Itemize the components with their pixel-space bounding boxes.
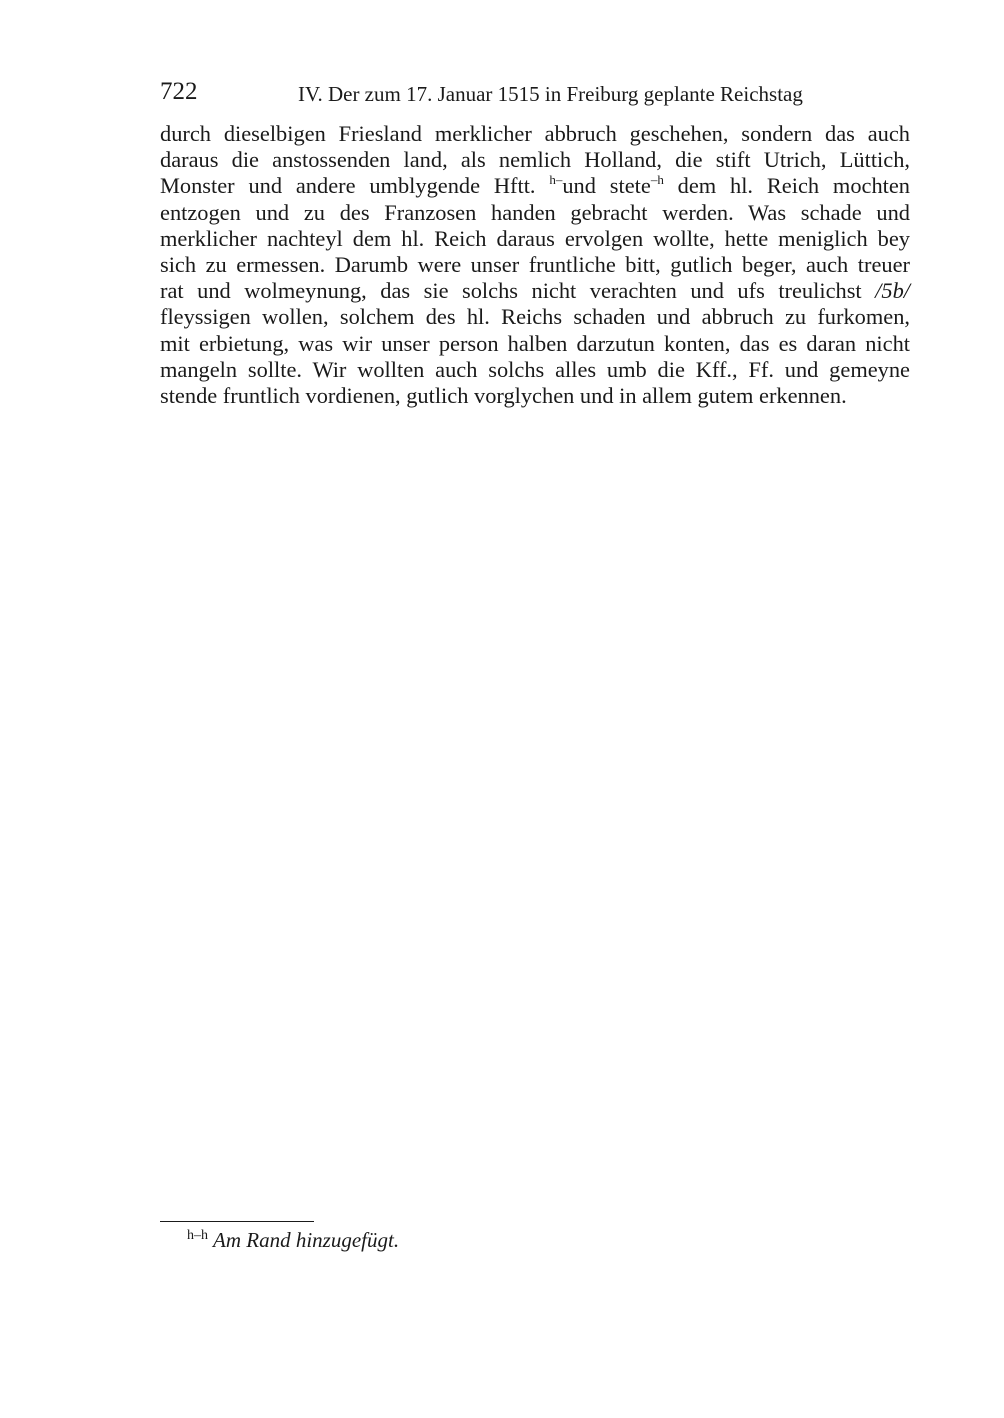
footnote-mark: h–h	[187, 1228, 208, 1243]
text-line: mit erbietung, was wir unser person halben darzutun konten, das es daran nicht	[160, 330, 910, 356]
text-line: stende fruntlich vordienen, gutlich vorglychen und in allem gutem erkennen.	[160, 382, 847, 408]
text-line: merklicher nachteyl dem hl. Reich daraus ervolgen wollte, hette meniglich bey	[160, 225, 910, 251]
text-line: fleyssigen wollen, solchem des hl. Reichs schaden und abbruch zu furkomen,	[160, 304, 910, 330]
footnote	[187, 1228, 399, 1253]
footnote-marker-open: h–	[549, 172, 563, 188]
page-number: 722	[160, 78, 198, 105]
text-line: mangeln sollte. Wir wollten auch solchs alles umb die Kff., Ff. und gemeyne	[160, 356, 910, 382]
text-segment: rat und wolmeynung, das sie solchs nicht verachten und ufs treulichst	[160, 278, 876, 304]
text-segment: dem hl. Reich mochten	[663, 173, 911, 199]
text-line: entzogen und zu des Franzosen handen gebracht werden. Was schade und	[160, 199, 910, 225]
text-line: durch dieselbigen Friesland merklicher abbruch geschehen, sondern das auch	[160, 121, 910, 146]
text-line	[160, 173, 910, 199]
folio-marker: /5b/	[875, 278, 910, 304]
page-header	[160, 78, 910, 108]
text-line: sich zu ermessen. Darumb were unser fruntliche bitt, gutlich beger, auch treuer	[160, 251, 910, 277]
footnote-divider	[160, 1221, 314, 1222]
footnote-text: Am Rand hinzugefügt.	[213, 1228, 400, 1252]
text-line	[160, 278, 910, 304]
running-title: IV. Der zum 17. Januar 1515 in Freiburg geplante Reichstag	[298, 82, 803, 106]
footnote-marker-close: –h	[650, 172, 664, 188]
text-segment: Monster und andere umblygende Hftt.	[160, 173, 550, 199]
body-text	[160, 121, 910, 409]
text-line: daraus die anstossenden land, als nemlich Holland, die stift Utrich, Lüttich,	[160, 147, 910, 173]
marginal-insertion: und stete	[562, 173, 651, 199]
